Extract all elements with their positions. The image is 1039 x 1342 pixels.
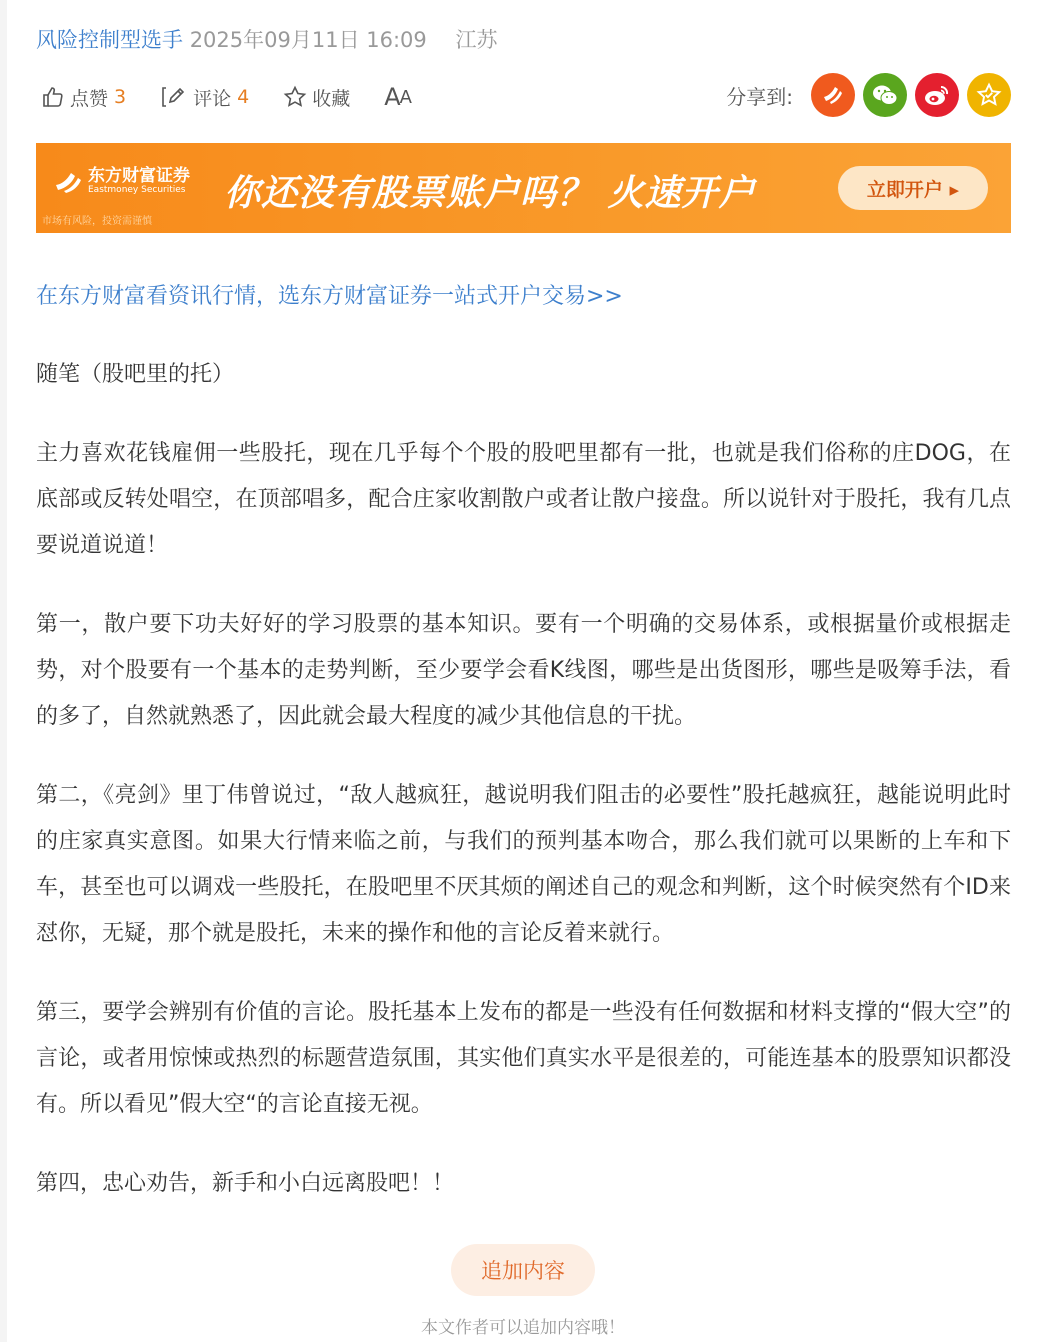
article-paragraph: 随笔（股吧里的托） [36,362,235,387]
action-bar [41,80,445,114]
comment-count: 4 [237,86,250,108]
banner-logo-en: Eastmoney Securities [88,185,186,195]
article-paragraph: 主力喜欢花钱雇佣一些股托，现在几乎每个个股的股吧里都有一批，也就是我们俗称的庄DOG，在底部或反转处唱空，在顶部唱多，配合庄家收割散户或者让散户接盘。所以说针对于股托，我有几点要说道说道！ [36,441,1011,558]
eastmoney-icon[interactable] [811,73,855,117]
font-size-big: A [384,83,400,111]
like-count: 3 [114,86,127,108]
favorite-star-icon[interactable] [967,73,1011,117]
like-label: 点赞 [70,87,109,110]
favorite-button[interactable] [283,84,350,111]
banner-slogan: 你还没有股票账户吗？ 火速开户 [224,173,756,214]
comment-button[interactable] [160,84,249,111]
article-body [36,352,1011,1240]
star-outline-icon [283,85,307,109]
promo-link[interactable]: 在东方财富看资讯行情，选东方财富证券一站式开户交易>> [36,284,623,309]
open-account-banner[interactable] [36,143,1011,233]
weibo-icon[interactable] [915,73,959,117]
eastmoney-logo-icon [54,169,84,195]
article-paragraph: 第四，忠心劝告，新手和小白远离股吧！！ [36,1171,455,1196]
article-page [7,0,1039,1342]
favorite-label: 收藏 [312,87,351,110]
wechat-icon[interactable] [863,73,907,117]
append-content-button[interactable]: 追加内容 [451,1244,595,1296]
thumbs-up-icon [41,85,65,109]
font-size-small: A [399,86,411,108]
article-paragraph: 第一，散户要下功夫好好的学习股票的基本知识。要有一个明确的交易体系，或根据量价或根据走势，对个股要有一个基本的走势判断，至少要学会看K线图，哪些是出货图形，哪些是吸筹手法，看的多了，自然就熟悉了，因此就会最大程度的减少其他信息的干扰。 [36,612,1011,729]
share-bar [726,73,1011,117]
post-datetime: 2025年09月11日 16:09 [189,28,427,52]
banner-logo [54,167,190,196]
article-meta [36,24,497,54]
author-link[interactable]: 风险控制型选手 [36,28,183,52]
share-label: 分享到: [726,84,793,109]
like-button[interactable] [41,84,126,111]
article-paragraph: 第三，要学会辨别有价值的言论。股托基本上发布的都是一些没有任何数据和材料支撑的“假大空”的言论，或者用惊悚或热烈的标题营造氛围，其实他们真实水平是很差的，可能连基本的股票知识都没有。所以看见”假大空“的言论直接无视。 [36,1000,1011,1117]
post-location: 江苏 [455,28,498,52]
banner-risk-warning: 市场有风险，投资需谨慎 [42,216,152,227]
open-account-button[interactable]: 立即开户 ▸ [838,166,988,210]
banner-logo-name: 东方财富证券 [88,166,190,186]
comment-label: 评论 [193,87,232,110]
article-paragraph: 第二，《亮剑》里丁伟曾说过，“敌人越疯狂，越说明我们阻击的必要性”股托越疯狂，越能说明此时的庄家真实意图。如果大行情来临之前，与我们的预判基本吻合，那么我们就可以果断的上车和下车，甚至也可以调戏一些股托，在股吧里不厌其烦的阐述自己的观念和判断，这个时候突然有个ID来怼你，无疑，那个就是股托，未来的操作和他的言论反着来就行。 [36,783,1011,946]
font-size-toggle[interactable] [384,83,411,111]
append-hint: 本文作者可以追加内容哦！ [421,1318,625,1338]
edit-comment-icon [160,85,188,109]
